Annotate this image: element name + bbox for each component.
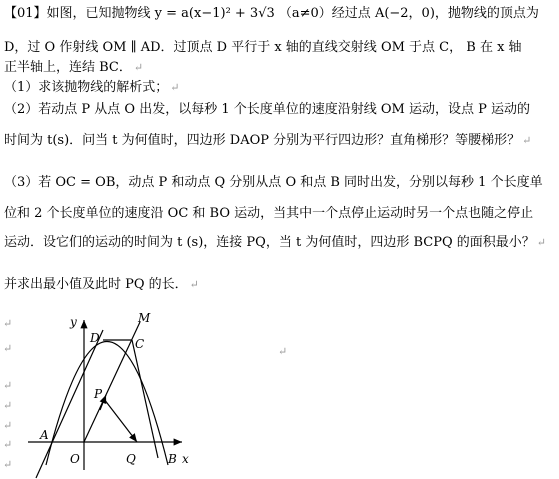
paragraph-mark: ↵ (278, 345, 288, 358)
problem-line-1: 【01】如图，已知抛物线 y = a(x−1)² + 3√3 （a≠0）经过点 A(−2，0)，抛物线的顶点为 (4, 6, 539, 21)
problem-line-3: 正半轴上，连结 BC． ↵ (4, 60, 144, 75)
paragraph-mark: ↵ (3, 399, 13, 412)
label-o: O (70, 452, 80, 466)
label-q: Q (126, 452, 136, 466)
label-y: y (70, 315, 77, 329)
label-m: M (138, 311, 151, 325)
problem-line-9: 运动．设它们的运动的时间为 t (s)，连接 PQ，当 t 为何值时，四边形 BCPQ 的面积最小？ ↵ (4, 235, 546, 250)
paragraph-mark: ↵ (3, 419, 13, 432)
label-x: x (182, 452, 189, 466)
label-p: P (94, 387, 103, 401)
paragraph-mark: ↵ (3, 317, 13, 330)
label-b: B (168, 452, 177, 466)
problem-line-5: （2）若动点 P 从点 O 出发，以每秒 1 个长度单位的速度沿射线 OM 运动，设点 P 运动的 (4, 102, 530, 117)
problem-line-2: D，过 O 作射线 OM ∥ AD．过顶点 D 平行于 x 轴的直线交射线 OM 于点 C， B 在 x 轴 (4, 40, 522, 55)
paragraph-mark: ↵ (3, 379, 13, 392)
paragraph-mark: ↵ (3, 458, 13, 471)
problem-line-6: 时间为 t(s)．问当 t 为何值时，四边形 DAOP 分别为平行四边形？直角梯形？等腰梯形？ ↵ (4, 133, 532, 148)
problem-line-7: （3）若 OC = OB，动点 P 和动点 Q 分别从点 O 和点 B 同时出发，分别以每秒 1 个长度单 (4, 175, 543, 190)
paragraph-mark: ↵ (3, 342, 13, 355)
label-a: A (40, 428, 49, 442)
problem-line-8: 位和 2 个长度单位的速度沿 OC 和 BO 运动，当其中一个点停止运动时另一个点也随之停止 (4, 206, 534, 221)
label-d: D (90, 331, 100, 345)
label-c: C (135, 337, 145, 351)
problem-line-4: （1）求该抛物线的解析式； ↵ (4, 80, 180, 95)
segment-pq (104, 399, 137, 442)
problem-line-10: 并求出最小值及此时 PQ 的长． ↵ (4, 277, 199, 292)
paragraph-mark: ↵ (3, 438, 13, 451)
